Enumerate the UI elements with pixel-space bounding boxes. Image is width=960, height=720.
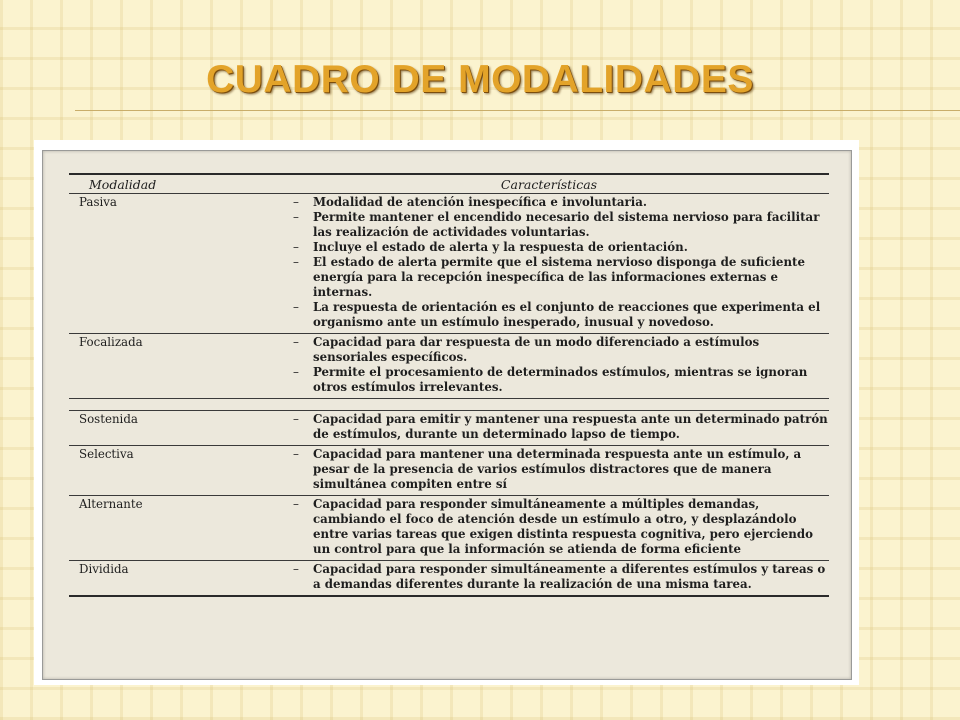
table-row-focalizada <box>69 334 829 398</box>
header-caracteristicas: Características <box>500 176 598 192</box>
dash-mark: – <box>293 497 299 511</box>
list-item: – Capacidad para emitir y mantener una respuesta ante un determinado patrón de estímulos, durante un determinado lapso de tiempo. <box>279 412 829 442</box>
row-modalidad: Pasiva <box>79 195 117 209</box>
page-break-gap <box>69 399 829 410</box>
dash-mark: – <box>293 412 299 426</box>
row-items <box>279 447 829 492</box>
slide-title: CUADRO DE MODALIDADES <box>206 58 754 101</box>
dash-mark: – <box>293 195 299 209</box>
row-modalidad: Sostenida <box>79 412 138 426</box>
dash-mark: – <box>293 447 299 461</box>
table-row-pasiva <box>69 194 829 333</box>
table-row-dividida <box>69 561 829 595</box>
scanned-page <box>42 150 852 680</box>
list-item: – Capacidad para responder simultáneamente a múltiples demandas, cambiando el foco de atención desde un estímulo a otro, y desplazándolo entre varias tareas que exigen distinta respuesta cognitiva, pero ejerciendo un control para que la información se atienda de forma eficiente <box>279 497 829 557</box>
list-item: – El estado de alerta permite que el sistema nervioso disponga de suficiente energía para la recepción inespecífica de las informaciones externas e internas. <box>279 255 829 300</box>
table-row-alternante <box>69 496 829 560</box>
list-item: – La respuesta de orientación es el conjunto de reacciones que experimenta el organismo ante un estímulo inesperado, inusual y novedoso. <box>279 300 829 330</box>
dash-mark: – <box>293 240 299 254</box>
row-modalidad: Selectiva <box>79 447 134 461</box>
table-row-selectiva <box>69 446 829 495</box>
row-items <box>279 497 829 557</box>
list-item: – Permite mantener el encendido necesario del sistema nervioso para facilitar las realización de actividades voluntarias. <box>279 210 829 240</box>
dash-mark: – <box>293 335 299 349</box>
dash-mark: – <box>293 300 299 314</box>
dash-mark: – <box>293 365 299 379</box>
row-items <box>279 195 829 330</box>
scanned-table-image <box>34 140 859 685</box>
list-item: – Capacidad para mantener una determinada respuesta ante un estímulo, a pesar de la presencia de varios estímulos distractores que de manera simultánea compiten entre sí <box>279 447 829 492</box>
row-items <box>279 412 829 442</box>
table-row-sostenida <box>69 411 829 445</box>
list-item: – Capacidad para dar respuesta de un modo diferenciado a estímulos sensoriales específicos. <box>279 335 829 365</box>
list-item: – Incluye el estado de alerta y la respuesta de orientación. <box>279 240 829 255</box>
row-modalidad: Alternante <box>79 497 143 511</box>
dash-mark: – <box>293 210 299 224</box>
row-modalidad: Dividida <box>79 562 129 576</box>
table-bottom-rule <box>69 595 829 597</box>
header-modalidad: Modalidad <box>89 176 157 192</box>
list-item: – Capacidad para responder simultáneamente a diferentes estímulos y tareas o a demandas diferentes durante la realización de una misma tarea. <box>279 562 829 592</box>
table-header-row <box>69 175 829 193</box>
row-modalidad: Focalizada <box>79 335 143 349</box>
dash-mark: – <box>293 562 299 576</box>
slide-title-wrap <box>0 58 960 102</box>
list-item: – Modalidad de atención inespecífica e involuntaria. <box>279 195 829 210</box>
list-item: – Permite el procesamiento de determinados estímulos, mientras se ignoran otros estímulos irrelevantes. <box>279 365 829 395</box>
title-underline <box>75 110 960 111</box>
row-items <box>279 562 829 592</box>
dash-mark: – <box>293 255 299 269</box>
row-items <box>279 335 829 395</box>
modalidades-table <box>69 173 829 597</box>
